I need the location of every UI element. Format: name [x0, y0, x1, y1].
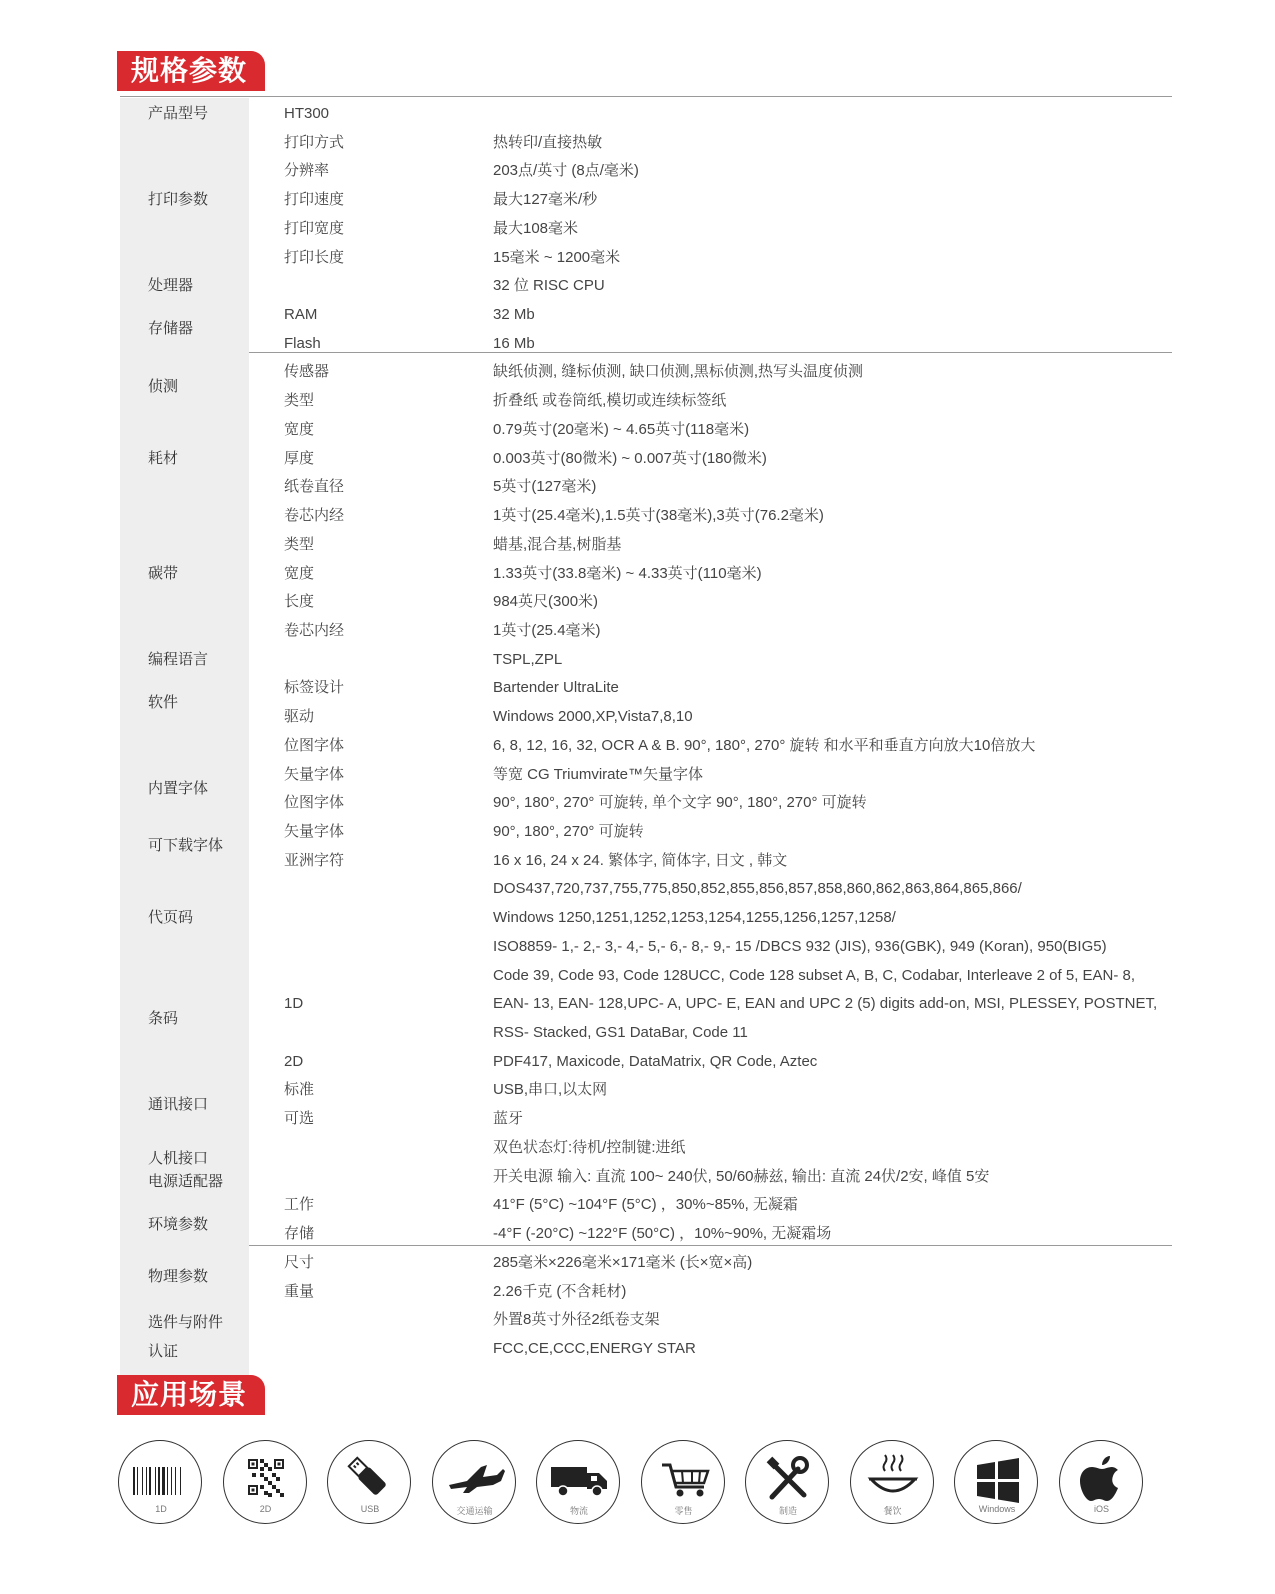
spec-value: 203点/英寸 (8点/毫米) — [493, 162, 639, 180]
spec-value: 开关电源 输入: 直流 100~ 240伏, 50/60赫兹, 输出: 直流 24伏/2安, 峰值 5安 — [493, 1167, 990, 1185]
spec-subcategory-label: 纸卷直径 — [284, 478, 345, 496]
spec-subcategory-label: 位图字体 — [284, 794, 345, 812]
icon-caption: iOS — [1093, 1504, 1109, 1514]
spec-subcategory-label: 长度 — [284, 593, 315, 611]
spec-value: 蓝牙 — [493, 1110, 524, 1128]
spec-subcategory-label: 分辨率 — [284, 162, 330, 180]
spec-subcategory-label: 传感器 — [284, 363, 330, 381]
barcode-1d-icon — [118, 1440, 202, 1524]
usb-icon — [327, 1440, 411, 1524]
spec-subcategory-label: 宽度 — [284, 564, 315, 582]
spec-value: 285毫米×226毫米×171毫米 (长×宽×高) — [493, 1253, 753, 1271]
spec-subcategory-label: 标签设计 — [284, 679, 345, 697]
spec-value: 外置8英寸外径2纸卷支架 — [493, 1311, 660, 1329]
spec-category-label: 环境参数 — [148, 1216, 209, 1234]
spec-value: 1.33英寸(33.8毫米) ~ 4.33英寸(110毫米) — [493, 564, 762, 582]
applications-section-title: 应用场景 — [117, 1375, 265, 1415]
spec-value: Code 39, Code 93, Code 128UCC, Code 128 subset A, B, C, Codabar, Interleave 2 of 5, EAN- 8, — [493, 966, 1136, 984]
spec-subcategory-label: 类型 — [284, 392, 315, 410]
qr-code-icon — [223, 1440, 307, 1524]
spec-subcategory-label: 卷芯内经 — [284, 621, 345, 639]
spec-value: 90°, 180°, 270° 可旋转, 单个文字 90°, 180°, 270° 可旋转 — [493, 794, 867, 812]
spec-value: 5英寸(127毫米) — [493, 478, 597, 496]
icon-caption: 零售 — [674, 1506, 693, 1516]
spec-value: PDF417, Maxicode, DataMatrix, QR Code, Aztec — [493, 1052, 818, 1070]
spec-value: 984英尺(300米) — [493, 593, 599, 611]
spec-subcategory-label: 存储 — [284, 1225, 315, 1243]
spec-value: EAN- 13, EAN- 128,UPC- A, UPC- E, EAN and UPC 2 (5) digits add-on, MSI, PLESSEY, POSTNET, — [493, 995, 1158, 1013]
spec-value: 热转印/直接热敏 — [493, 133, 603, 151]
spec-value: 16 Mb — [493, 334, 535, 352]
spec-value: Windows 1250,1251,1252,1253,1254,1255,1256,1257,1258/ — [493, 909, 896, 927]
spec-subcategory-label: 驱动 — [284, 708, 315, 726]
icon-caption: USB — [360, 1504, 380, 1514]
spec-value: 最大127毫米/秒 — [493, 191, 598, 209]
spec-subcategory-label: 位图字体 — [284, 736, 345, 754]
spec-category-label: 可下载字体 — [148, 837, 224, 855]
spec-category-label: 编程语言 — [148, 650, 209, 668]
spec-category-label: 代页码 — [148, 909, 194, 927]
airplane-icon — [432, 1440, 516, 1524]
spec-category-label: 认证 — [148, 1342, 179, 1360]
spec-category-label: 人机接口 — [148, 1150, 209, 1168]
spec-category-label: 通讯接口 — [148, 1095, 209, 1113]
spec-value: TSPL,ZPL — [493, 650, 563, 668]
food-bowl-icon — [850, 1440, 934, 1524]
spec-value: 2.26千克 (不含耗材) — [493, 1282, 627, 1300]
icon-caption: 1D — [155, 1504, 167, 1514]
spec-value: 90°, 180°, 270° 可旋转 — [493, 823, 644, 840]
spec-subcategory-label: 可选 — [284, 1110, 315, 1128]
icon-caption: 2D — [259, 1504, 272, 1514]
spec-subcategory-label: 亚洲字符 — [284, 851, 345, 869]
spec-category-label: 物理参数 — [148, 1268, 209, 1286]
windows-icon — [954, 1440, 1038, 1524]
spec-category-label: 软件 — [148, 693, 179, 711]
spec-category-label: 产品型号 — [148, 105, 209, 122]
spec-subcategory-label: 打印宽度 — [284, 219, 345, 237]
table-top-rule — [120, 96, 1172, 97]
spec-category-label: 打印参数 — [148, 191, 209, 209]
spec-value: 双色状态灯:待机/控制键:进纸 — [493, 1138, 686, 1156]
spec-value: 15毫米 ~ 1200毫米 — [493, 248, 621, 266]
spec-value: 6, 8, 12, 16, 32, OCR A & B. 90°, 180°, 270° 旋转 和水平和垂直方向放大10倍放大 — [493, 736, 1036, 754]
spec-subcategory-label: Flash — [284, 334, 321, 352]
spec-subcategory-label: 工作 — [284, 1196, 315, 1214]
spec-value: DOS437,720,737,755,775,850,852,855,856,857,858,860,862,863,864,865,866/ — [493, 880, 1022, 898]
apple-icon — [1059, 1440, 1143, 1524]
spec-subcategory-label: 厚度 — [284, 449, 315, 467]
spec-value: ISO8859- 1,- 2,- 3,- 4,- 5,- 6,- 8,- 9,- 15 /DBCS 932 (JIS), 936(GBK), 949 (Koran), 950(BIG5) — [493, 937, 1107, 955]
spec-subcategory-label: RAM — [284, 306, 318, 324]
spec-category-label: 侦测 — [148, 377, 179, 395]
shopping-cart-icon — [641, 1440, 725, 1524]
spec-subcategory-label: 类型 — [284, 535, 315, 553]
spec-subcategory-label: 卷芯内经 — [284, 507, 345, 525]
icon-caption: 制造 — [778, 1506, 797, 1516]
spec-subcategory-label: 打印速度 — [284, 191, 345, 209]
spec-subcategory-label: 重量 — [284, 1282, 315, 1300]
application-icons — [118, 1440, 1176, 1530]
spec-value: 0.003英寸(80微米) ~ 0.007英寸(180微米) — [493, 449, 767, 467]
spec-value: 32 位 RISC CPU — [493, 277, 605, 295]
spec-subcategory-label: 打印方式 — [284, 133, 345, 151]
spec-subcategory-label: 矢量字体 — [284, 823, 345, 840]
spec-subcategory-label: HT300 — [284, 105, 330, 122]
icon-caption: 交通运输 — [456, 1506, 493, 1516]
spec-value: 32 Mb — [493, 306, 535, 324]
spec-value: 16 x 16, 24 x 24. 繁体字, 简体字, 日文 , 韩文 — [493, 851, 788, 869]
spec-category-label: 存储器 — [148, 320, 194, 338]
spec-value: RSS- Stacked, GS1 DataBar, Code 11 — [493, 1024, 748, 1042]
spec-value: 折叠纸 或卷筒纸,模切或连续标签纸 — [493, 392, 727, 410]
icon-caption: 物流 — [569, 1506, 588, 1516]
spec-value: Windows 2000,XP,Vista7,8,10 — [493, 708, 693, 726]
spec-subcategory-label: 打印长度 — [284, 248, 345, 266]
spec-category-label: 条码 — [148, 1009, 179, 1027]
spec-value: 1英寸(25.4毫米) — [493, 621, 601, 639]
spec-value: 0.79英寸(20毫米) ~ 4.65英寸(118毫米) — [493, 420, 750, 438]
spec-subcategory-label: 矢量字体 — [284, 765, 345, 783]
spec-table — [120, 98, 1172, 1388]
spec-subcategory-label: 宽度 — [284, 420, 315, 438]
spec-category-label: 碳带 — [148, 564, 179, 582]
spec-value: USB,串口,以太网 — [493, 1081, 608, 1099]
spec-value: 缺纸侦测, 缝标侦测, 缺口侦测,黑标侦测,热写头温度侦测 — [493, 363, 864, 381]
tools-icon — [745, 1440, 829, 1524]
truck-icon — [536, 1440, 620, 1524]
spec-value: FCC,CE,CCC,ENERGY STAR — [493, 1339, 696, 1357]
spec-subcategory-label: 尺寸 — [284, 1253, 315, 1271]
spec-subcategory-label: 1D — [284, 995, 304, 1013]
spec-value: -4°F (-20°C) ~122°F (50°C) ，10%~90%, 无凝霜场 — [493, 1225, 832, 1243]
spec-category-label: 内置字体 — [148, 779, 209, 797]
spec-subcategory-label: 标准 — [284, 1081, 315, 1099]
spec-category-label: 处理器 — [148, 277, 194, 295]
spec-value: 1英寸(25.4毫米),1.5英寸(38毫米),3英寸(76.2毫米) — [493, 507, 824, 525]
spec-value: 等宽 CG Triumvirate™矢量字体 — [493, 765, 704, 783]
spec-value: Bartender UltraLite — [493, 679, 619, 697]
spec-value: 41°F (5°C) ~104°F (5°C) ，30%~85%, 无凝霜 — [493, 1196, 798, 1214]
spec-category-label: 选件与附件 — [148, 1314, 224, 1332]
specs-section-title: 规格参数 — [117, 51, 265, 91]
icon-caption: 餐饮 — [883, 1506, 902, 1516]
spec-category-label: 耗材 — [148, 449, 179, 467]
spec-value: 蜡基,混合基,树脂基 — [493, 535, 622, 553]
spec-category-label: 电源适配器 — [148, 1173, 224, 1191]
icon-caption: Windows — [978, 1504, 1016, 1514]
spec-value: 最大108毫米 — [493, 219, 579, 237]
spec-subcategory-label: 2D — [284, 1052, 304, 1070]
